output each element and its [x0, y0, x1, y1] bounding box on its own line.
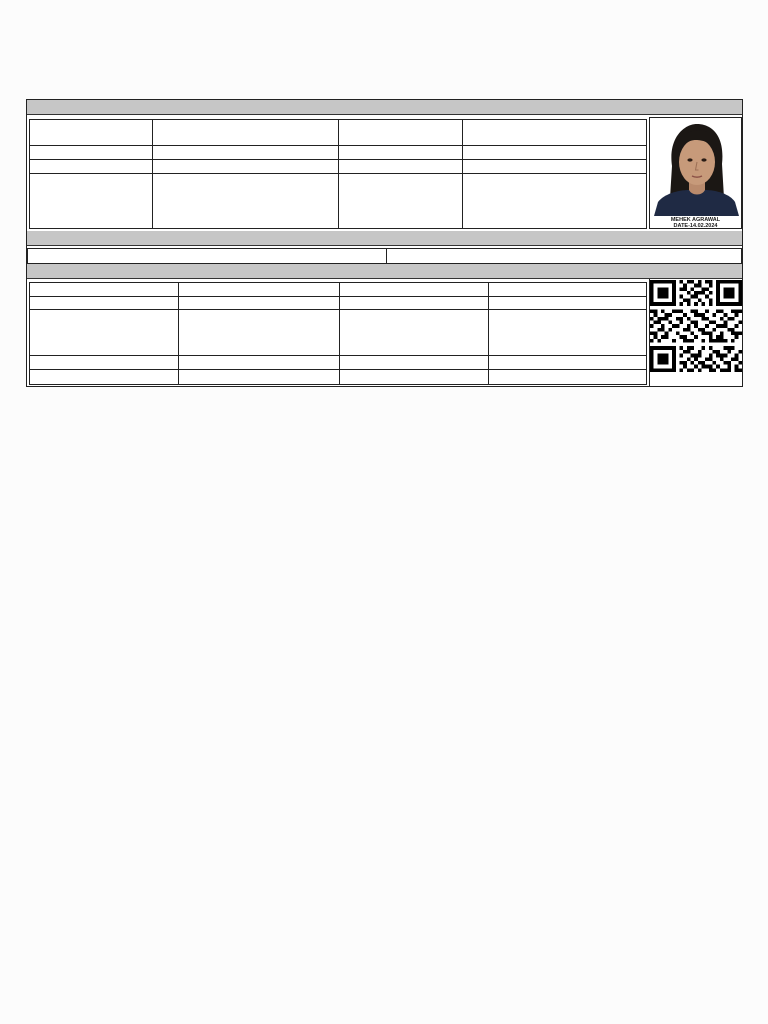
info-cell	[153, 160, 339, 174]
exam-schedule-table	[29, 282, 647, 385]
schedule-cell	[340, 370, 489, 385]
info-cell	[339, 174, 463, 229]
schedule-cell	[30, 370, 179, 385]
schedule-cell	[179, 355, 340, 370]
schedule-cell	[179, 296, 340, 310]
schedule-cell	[489, 355, 647, 370]
section-header-band-1	[27, 100, 742, 115]
info-cell	[463, 160, 647, 174]
info-cell	[30, 120, 153, 146]
info-cell	[30, 160, 153, 174]
info-cell	[463, 146, 647, 160]
info-cell	[339, 120, 463, 146]
address-cell	[387, 249, 742, 264]
schedule-cell	[30, 283, 179, 297]
info-cell	[463, 174, 647, 229]
candidate-photo	[649, 117, 742, 229]
schedule-cell	[179, 310, 340, 355]
info-cell	[339, 160, 463, 174]
schedule-cell	[489, 310, 647, 355]
schedule-cell	[179, 283, 340, 297]
info-cell	[153, 146, 339, 160]
section-header-band-2	[27, 231, 742, 246]
schedule-cell	[30, 310, 179, 355]
info-cell	[153, 120, 339, 146]
candidate-info-table	[29, 119, 647, 229]
photo-caption-name: MEHEK AGRAWAL	[670, 217, 721, 223]
schedule-cell	[30, 355, 179, 370]
info-cell	[463, 120, 647, 146]
schedule-cell	[489, 283, 647, 297]
info-cell	[153, 174, 339, 229]
schedule-cell	[489, 370, 647, 385]
address-cell	[28, 249, 387, 264]
candidate-details-form	[26, 99, 743, 387]
info-cell	[339, 146, 463, 160]
schedule-cell	[340, 310, 489, 355]
photo-caption-date: DATE-14.02.2024	[673, 223, 718, 229]
schedule-cell	[340, 296, 489, 310]
schedule-cell	[179, 370, 340, 385]
info-cell	[30, 174, 153, 229]
schedule-cell	[30, 296, 179, 310]
qr-code-graphic	[650, 280, 742, 372]
schedule-cell	[340, 283, 489, 297]
address-row-table	[27, 248, 742, 264]
candidate-portrait-image	[650, 118, 741, 216]
schedule-cell	[489, 296, 647, 310]
qr-code-icon	[649, 279, 742, 386]
section-header-band-3	[27, 264, 742, 279]
schedule-cell	[340, 355, 489, 370]
info-cell	[30, 146, 153, 160]
